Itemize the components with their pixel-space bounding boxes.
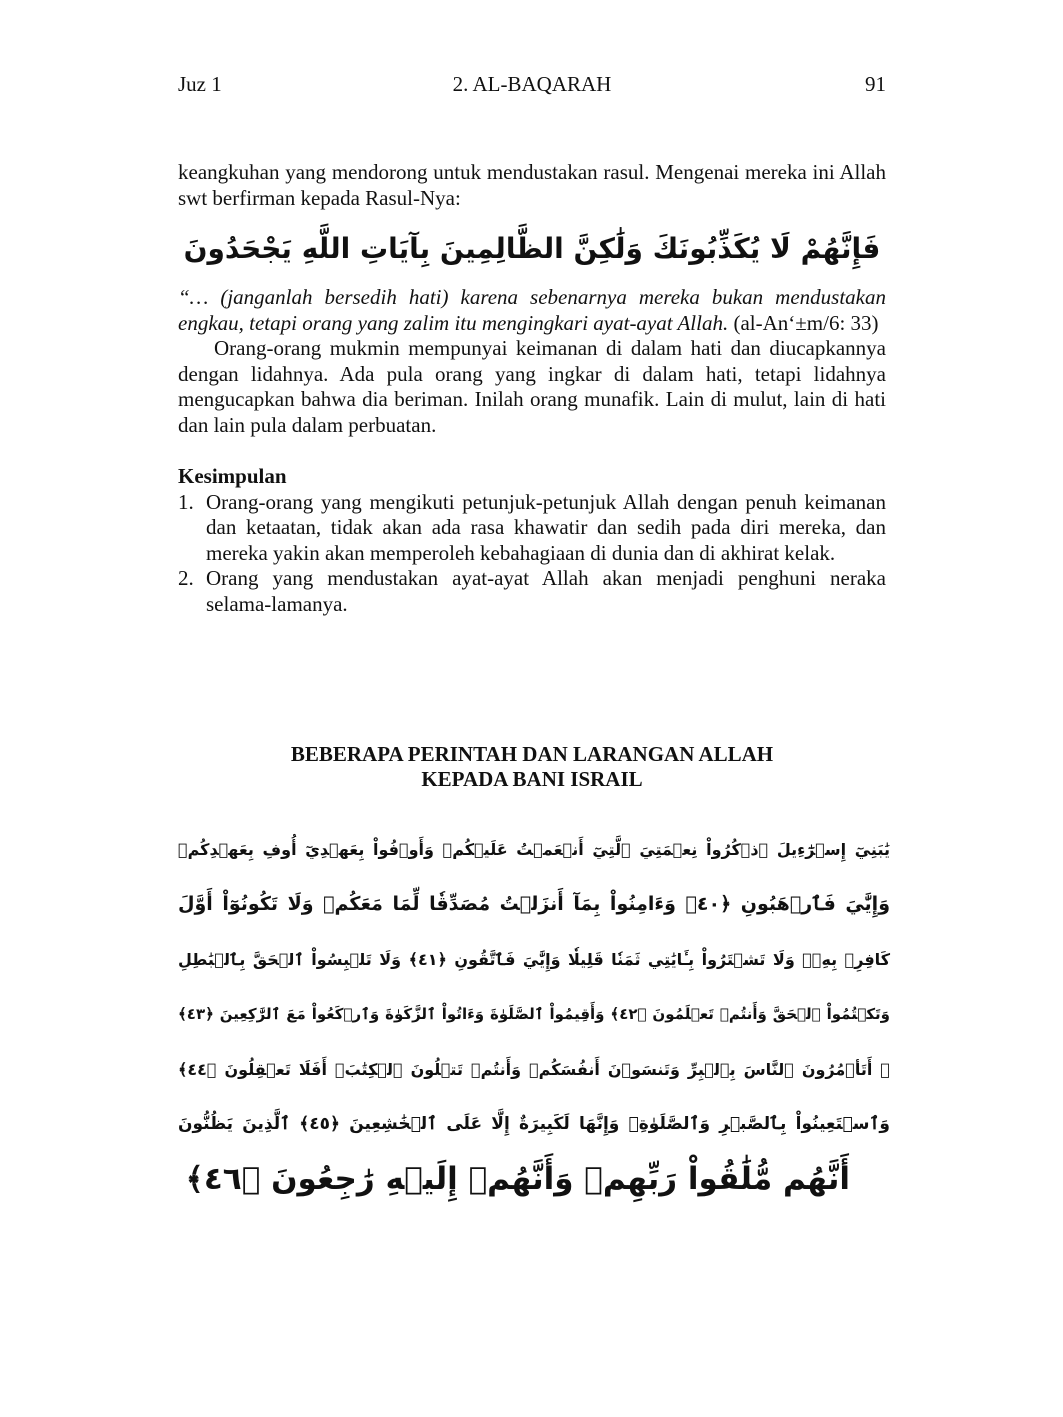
quran-line: وَتَكۡتُمُواْ ٱلۡحَقَّ وَأَنتُمۡ تَعۡلَمُونَ ﴿٤٢﴾ وَأَقِيمُواْ ٱلصَّلَوٰةَ وَءَاتُواْ ٱلزَّكَوٰةَ وَٱرۡكَعُواْ مَعَ ٱلرَّٰكِعِينَ ﴿٤٣﴾ <box>178 1005 890 1023</box>
list-item <box>178 566 886 617</box>
quran-line: وَإِيَّٰيَ فَٱرۡهَبُونِ ﴿٤٠﴾ وَءَامِنُواْ بِمَآ أَنزَلۡتُ مُصَدِّقٗا لِّمَا مَعَكُمۡ وَلَا تَكُونُوٓاْ أَوَّلَ <box>178 893 891 915</box>
list-item-text: Orang yang mendustakan ayat-ayat Allah akan menjadi penghuni neraka selama-lamanya. <box>206 566 886 616</box>
list-item-number: 1. <box>178 489 194 514</box>
intro-paragraph: keangkuhan yang mendorong untuk mendustakan rasul. Mengenai mereka ini Allah swt berfirman kepada Rasul-Nya: <box>178 160 886 210</box>
quran-line: وَٱسۡتَعِينُواْ بِٱلصَّبۡرِ وَٱلصَّلَوٰةِۚ وَإِنَّهَا لَكَبِيرَةٌ إِلَّا عَلَى ٱلۡخَٰشِعِينَ ﴿٤٥﴾ ٱلَّذِينَ يَظُنُّونَ <box>178 1114 890 1134</box>
quran-line: ۞ أَتَأۡمُرُونَ ٱلنَّاسَ بِٱلۡبِرِّ وَتَنسَوۡنَ أَنفُسَكُمۡ وَأَنتُمۡ تَتۡلُونَ ٱلۡكِتَٰبَۚ أَفَلَا تَعۡقِلُونَ ﴿٤٤﴾ <box>178 1060 890 1079</box>
translation-quote: “… (janganlah bersedih hati) karena sebenarnya mereka bukan mendustakan engkau, tetapi orang yang zalim itu mengingkari ayat-ayat Allah. <box>178 285 886 335</box>
page-number: 91 <box>865 72 886 96</box>
quran-text-block <box>178 822 890 1207</box>
list-item-number: 2. <box>178 566 194 590</box>
section-title <box>178 742 886 792</box>
page-header <box>178 72 886 102</box>
conclusion-list <box>178 490 886 618</box>
list-item <box>178 490 886 567</box>
main-content <box>178 160 886 617</box>
quran-line: أَنَّهُم مُّلَٰقُواْ رَبِّهِمۡ وَأَنَّهُمۡ إِلَيۡهِ رَٰجِعُونَ ﴿٤٦﴾ <box>185 1161 850 1197</box>
surah-title: 2. AL-BAQARAH <box>452 72 612 96</box>
quran-line: يَٰبَنِيٓ إِسۡرَٰٓءِيلَ ٱذۡكُرُواْ نِعۡمَتِيَ ٱلَّتِيٓ أَنۡعَمۡتُ عَلَيۡكُمۡ وَأَوۡفُواْ بِعَهۡدِيٓ أُوفِ بِعَهۡدِكُمۡ <box>178 840 890 859</box>
quran-line: كَافِرِۭ بِهِۦۖ وَلَا تَشۡتَرُواْ بِـَٔايَٰتِي ثَمَنٗا قَلِيلٗا وَإِيَّٰيَ فَٱتَّقُونِ ﴿٤١﴾ وَلَا تَلۡبِسُواْ ٱلۡحَقَّ بِٱلۡبَٰطِلِ <box>178 950 890 969</box>
body-paragraph: Orang-orang mukmin mempunyai keimanan di dalam hati dan diucapkannya dengan lidahnya. Ada pula orang yang ingkar di dalam hati, tetapi lidahnya mengucapkan bahwa dia beriman. Inilah orang munafik. Lain di mulut, lain di hati dan lain pula dalam perbuatan. <box>178 336 886 437</box>
section-title-line-2: KEPADA BANI ISRAIL <box>421 767 643 791</box>
juz-label: Juz 1 <box>178 72 222 96</box>
verse-translation <box>178 285 886 336</box>
arabic-verse: فَإِنَّهُمْ لَا يُكَذِّبُونَكَ وَلَٰكِنَّ الظَّالِمِينَ بِآيَاتِ اللَّهِ يَجْحَدُونَ <box>183 232 881 265</box>
conclusion-heading: Kesimpulan <box>178 464 287 488</box>
list-item-text: Orang-orang yang mengikuti petunjuk-petunjuk Allah dengan penuh keimanan dan ketaatan, tidak akan ada rasa khawatir dan sedih pada diri mereka, dan mereka yakin akan memperoleh kebahagiaan di dunia dan di akhirat kelak. <box>206 489 886 565</box>
section-title-line-1: BEBERAPA PERINTAH DAN LARANGAN ALLAH <box>290 742 774 766</box>
translation-reference: (al-An‘±m/6: 33) <box>733 310 879 335</box>
